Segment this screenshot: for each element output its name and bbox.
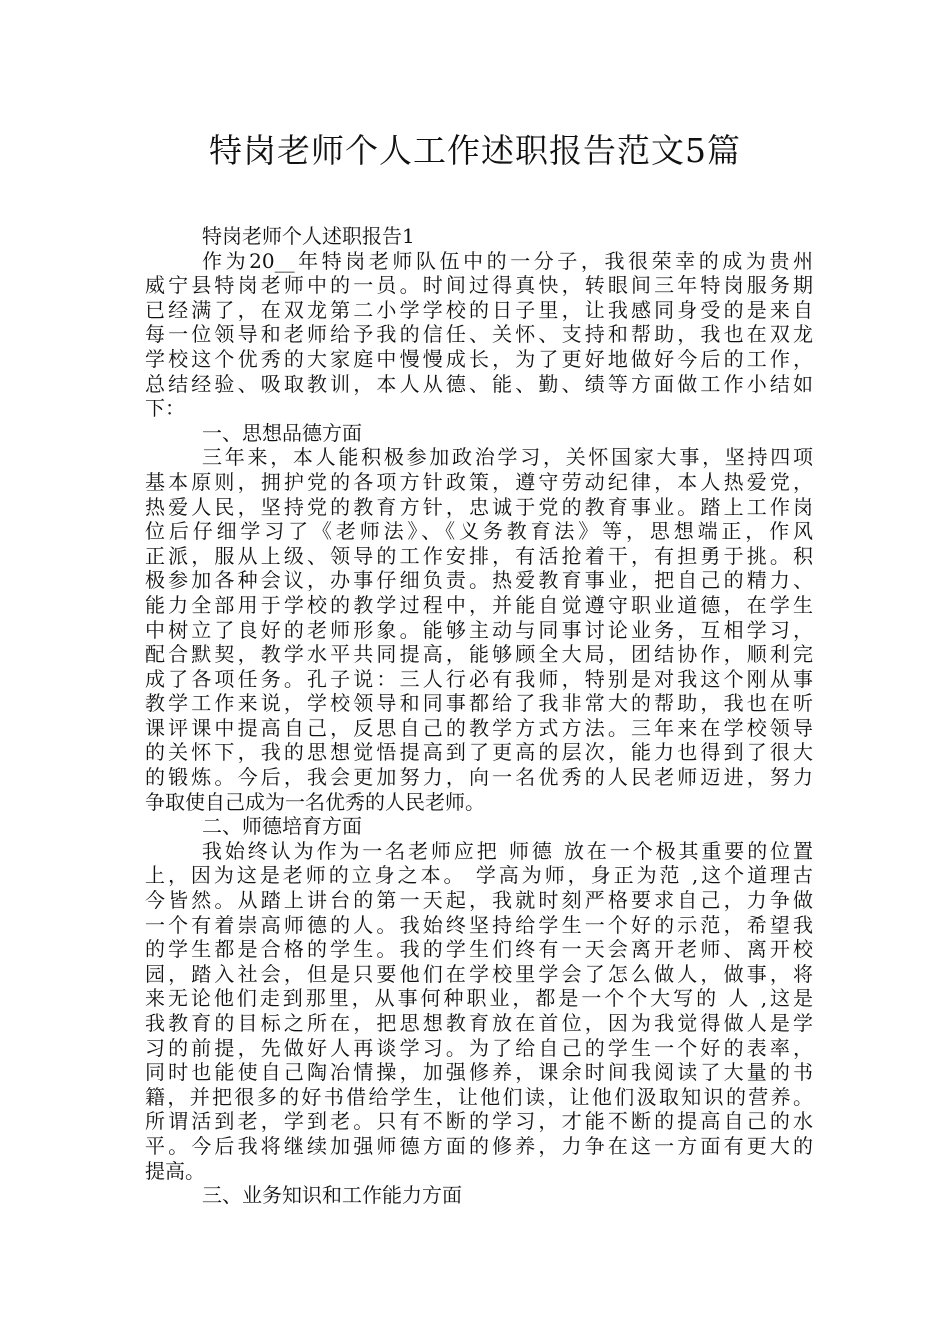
- text-line: 威宁县特岗老师中的一员。时间过得真快，转眼间三年特岗服务期: [145, 273, 813, 298]
- text-line: 基本原则，拥护党的各项方针政策，遵守劳动纪律，本人热爱党，: [145, 469, 813, 494]
- text-line: 中树立了良好的老师形象。能够主动与同事讨论业务，互相学习，: [145, 617, 813, 642]
- text-line: 热爱人民，坚持党的教育方针，忠诚于党的教育事业。踏上工作岗: [145, 494, 813, 519]
- text-line: 教学工作来说，学校领导和同事都给了我非常大的帮助，我也在听: [145, 691, 813, 716]
- text-line: 一、思想品德方面: [202, 420, 362, 445]
- document-title: 特岗老师个人工作述职报告范文5篇: [209, 131, 741, 170]
- text-line: 我教育的目标之所在，把思想教育放在首位，因为我觉得做人是学: [145, 1011, 813, 1035]
- text-line: 三、业务知识和工作能力方面: [202, 1183, 462, 1208]
- text-line: 习的前提，先做好人再谈学习。为了给自己的学生一个好的表率，: [145, 1035, 813, 1060]
- text-line: 特岗老师个人述职报告1: [202, 224, 415, 248]
- text-line: 下：: [145, 396, 185, 421]
- text-line: 配合默契，教学水平共同提高，能够顾全大局，团结协作，顺利完: [145, 642, 813, 667]
- text-line: 所谓活到老，学到老。只有不断的学习，才能不断的提高自己的水: [145, 1109, 813, 1134]
- text-line: 园，踏入社会，但是只要他们在学校里学会了怎么做人，做事，将: [145, 961, 813, 986]
- text-line: 正派，服从上级、领导的工作安排，有活抢着干，有担勇于挑。积: [145, 543, 813, 568]
- text-line: 成了各项任务。孔子说：三人行必有我师，特别是对我这个刚从事: [145, 666, 813, 691]
- text-line: 的锻炼。今后，我会更加努力，向一名优秀的人民老师迈进，努力: [145, 765, 813, 790]
- text-line: 作为20__年特岗老师队伍中的一分子，我很荣幸的成为贵州: [202, 248, 813, 273]
- text-line: 平。今后我将继续加强师德方面的修养，力争在这一方面有更大的: [145, 1133, 813, 1158]
- text-line: 籍，并把很多的好书借给学生，让他们读，让他们汲取知识的营养。: [145, 1084, 813, 1109]
- text-line: 来无论他们走到那里，从事何种职业，都是一个个大写的 人 ,这是: [145, 986, 813, 1011]
- text-line: 我始终认为作为一名老师应把 师德 放在一个极其重要的位置: [202, 838, 813, 863]
- text-line: 的关怀下，我的思想觉悟提高到了更高的层次，能力也得到了很大: [145, 740, 813, 765]
- document-body: [145, 224, 813, 1208]
- text-line: 学校这个优秀的大家庭中慢慢成长，为了更好地做好今后的工作，: [145, 346, 813, 371]
- text-line: 上，因为这是老师的立身之本。 学高为师，身正为范 ,这个道理古: [145, 863, 813, 888]
- text-line: 极参加各种会议，办事仔细负责。热爱教育事业，把自己的精力、: [145, 568, 813, 593]
- text-line: 课评课中提高自己，反思自己的教学方式方法。三年来在学校领导: [145, 715, 813, 740]
- text-line: 位后仔细学习了《老师法》、《义务教育法》等，思想端正，作风: [145, 519, 813, 544]
- text-line: 三年来，本人能积极参加政治学习，关怀国家大事，坚持四项: [202, 445, 813, 470]
- text-line: 争取使自己成为一名优秀的人民老师。: [145, 789, 485, 814]
- text-line: 能力全部用于学校的教学过程中，并能自觉遵守职业道德，在学生: [145, 592, 813, 617]
- text-line: 一个有着崇高师德的人。我始终坚持给学生一个好的示范，希望我: [145, 912, 813, 937]
- text-line: 已经满了，在双龙第二小学学校的日子里，让我感同身受的是来自: [145, 297, 813, 322]
- text-line: 同时也能使自己陶冶情操，加强修养，课余时间我阅读了大量的书: [145, 1060, 813, 1085]
- text-line: 每一位领导和老师给予我的信任、关怀、支持和帮助，我也在双龙: [145, 322, 813, 347]
- text-line: 的学生都是合格的学生。我的学生们终有一天会离开老师、离开校: [145, 937, 813, 962]
- text-line: 今皆然。从踏上讲台的第一天起，我就时刻严格要求自己，力争做: [145, 888, 813, 913]
- text-line: 提高。: [145, 1158, 205, 1183]
- text-line: 二、师德培育方面: [202, 814, 362, 839]
- text-line: 总结经验、吸取教训，本人从德、能、勤、绩等方面做工作小结如: [145, 371, 813, 396]
